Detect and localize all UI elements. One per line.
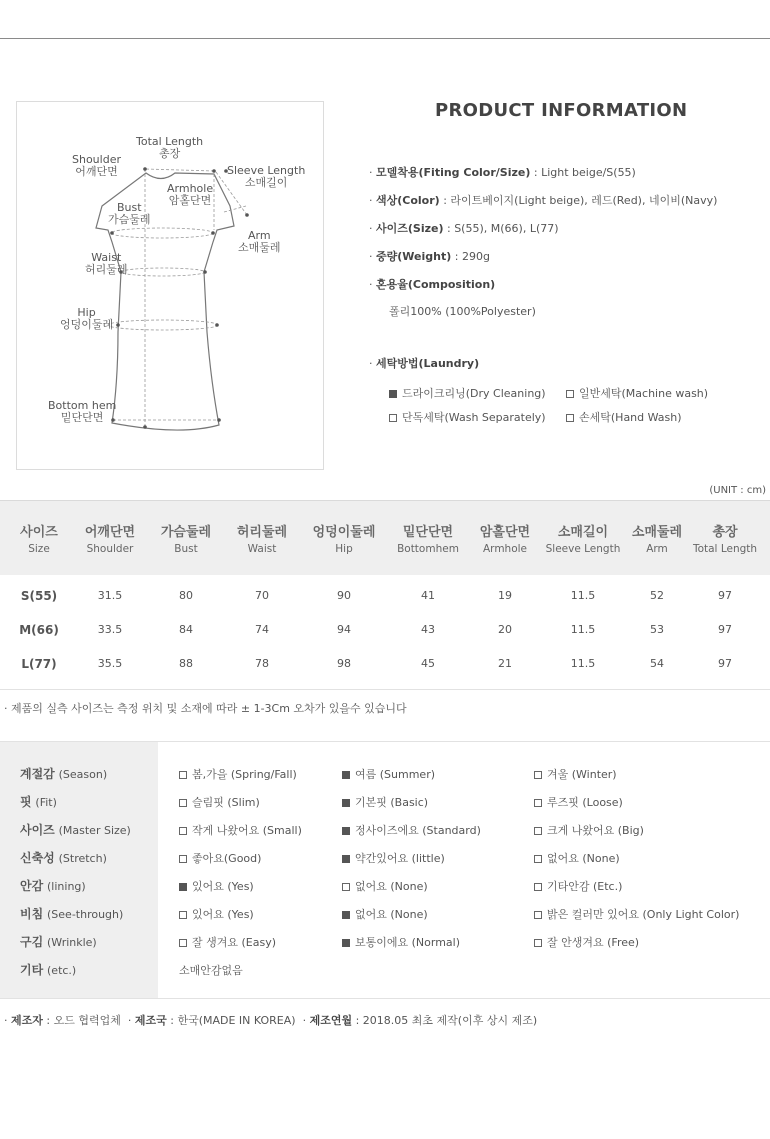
- size-header-en: Hip: [335, 543, 353, 555]
- season-row-label-en: (Master Size): [58, 824, 131, 837]
- season-row-label-en: (Fit): [35, 796, 57, 809]
- checked-box-icon: [342, 827, 350, 835]
- season-option: [342, 850, 445, 866]
- unchecked-box-icon: [342, 883, 350, 891]
- size-cell: 21: [498, 657, 512, 670]
- size-cell: 54: [650, 657, 664, 670]
- season-option-label: 밝은 컬러만 있어요 (Only Light Color): [547, 908, 740, 921]
- unchecked-box-icon: [389, 414, 397, 422]
- size-cell: 78: [255, 657, 269, 670]
- label-shoulder: Shoulder 어깨단면: [72, 153, 121, 178]
- season-row-label-ko: 기타: [20, 963, 44, 977]
- season-option-label: 없어요 (None): [547, 852, 620, 865]
- size-cell: 70: [255, 589, 269, 602]
- season-option: [534, 850, 620, 866]
- size-header-en: Bottomhem: [397, 543, 459, 555]
- size-header-ko: 소매둘레: [631, 525, 683, 540]
- season-option: [342, 934, 460, 950]
- season-row-label: [20, 821, 131, 838]
- size-cell: 11.5: [570, 623, 596, 636]
- size-cell: 53: [650, 623, 664, 636]
- size-header-en: Sleeve Length: [545, 543, 621, 555]
- size-cell: 98: [337, 657, 351, 670]
- laundry-label: · 세탁방법(Laundry): [369, 357, 480, 370]
- season-option-label: 크게 나왔어요 (Big): [547, 824, 644, 837]
- size-cell: 84: [179, 623, 193, 636]
- season-option-label: 루즈핏 (Loose): [547, 796, 623, 809]
- size-cell: 31.5: [97, 589, 123, 602]
- checked-box-icon: [179, 883, 187, 891]
- checked-box-icon: [342, 939, 350, 947]
- size-row-label: L(77): [21, 657, 57, 671]
- season-option-label: 기타안감 (Etc.): [547, 880, 623, 893]
- checked-box-icon: [389, 390, 397, 398]
- size-header-ko: 총장: [712, 525, 738, 540]
- size-header-en: Bust: [174, 543, 198, 555]
- size-header-ko: 암홀단면: [479, 525, 531, 540]
- size-table-bottom-border: [0, 689, 770, 690]
- season-option: [342, 766, 435, 782]
- unchecked-box-icon: [179, 771, 187, 779]
- season-option: [534, 906, 739, 922]
- season-row-label: [20, 849, 107, 866]
- season-row-label: [20, 905, 123, 922]
- checked-box-icon: [342, 799, 350, 807]
- checked-box-icon: [342, 855, 350, 863]
- size-cell: 97: [718, 623, 732, 636]
- unchecked-box-icon: [534, 911, 542, 919]
- season-option-label: 있어요 (Yes): [192, 880, 254, 893]
- season-option-label: 정사이즈에요 (Standard): [355, 824, 481, 837]
- season-option: [179, 934, 276, 950]
- info-row-weight: · 중량(Weight) : 290g: [369, 250, 490, 263]
- season-option-label: 보통이에요 (Normal): [355, 936, 461, 949]
- season-option-label: 좋아요(Good): [192, 852, 262, 865]
- size-cell: 97: [718, 589, 732, 602]
- label-total-length: Total Length 총장: [136, 135, 204, 160]
- laundry-machine-wash: 일반세탁(Machine wash): [566, 385, 708, 401]
- season-option-label: 없어요 (None): [355, 880, 428, 893]
- season-row-label-ko: 구김: [20, 935, 44, 949]
- size-cell: 88: [179, 657, 193, 670]
- season-option-label: 없어요 (None): [355, 908, 428, 921]
- season-row-label: [20, 877, 86, 894]
- size-header-ko: 어깨단면: [84, 525, 136, 540]
- label-bottom-hem: Bottom hem 밑단단면: [48, 399, 117, 424]
- composition-value: 폴리100% (100%Polyester): [389, 305, 536, 318]
- season-option-label: 겨울 (Winter): [547, 768, 617, 781]
- waist-line: [121, 268, 205, 276]
- measurement-diagram: [16, 101, 324, 470]
- unchecked-box-icon: [179, 827, 187, 835]
- season-option: [534, 878, 622, 894]
- laundry-wash-separately: 단독세탁(Wash Separately): [389, 409, 546, 425]
- season-option-label: 잘 안생겨요 (Free): [547, 936, 640, 949]
- unchecked-box-icon: [534, 771, 542, 779]
- size-header-en: Shoulder: [86, 543, 134, 555]
- season-option: [342, 794, 428, 810]
- label-armhole: Armhole 암홀단면: [167, 182, 214, 207]
- season-option: [179, 878, 254, 894]
- season-option-label: 잘 생겨요 (Easy): [192, 936, 277, 949]
- size-header-ko: 허리둘레: [236, 525, 288, 540]
- season-option: [534, 822, 644, 838]
- size-header-ko: 밑단단면: [402, 525, 454, 540]
- label-arm: Arm 소매둘레: [238, 229, 281, 254]
- size-cell: 41: [421, 589, 435, 602]
- unit-label: (UNIT : cm): [709, 485, 766, 496]
- unchecked-box-icon: [179, 799, 187, 807]
- season-row-label: [20, 765, 107, 782]
- size-header-ko: 가슴둘레: [160, 525, 212, 540]
- size-cell: 11.5: [570, 589, 596, 602]
- season-row-label: [20, 793, 57, 810]
- size-cell: 43: [421, 623, 435, 636]
- season-row-label-ko: 안감: [20, 879, 44, 893]
- size-cell: 35.5: [97, 657, 123, 670]
- size-header-en: Armhole: [483, 543, 527, 555]
- season-row-label: [20, 933, 97, 950]
- unchecked-box-icon: [179, 855, 187, 863]
- size-cell: 90: [337, 589, 351, 602]
- season-option: [534, 766, 617, 782]
- unchecked-box-icon: [534, 939, 542, 947]
- season-option: [179, 822, 302, 838]
- unchecked-box-icon: [179, 939, 187, 947]
- season-option: [342, 906, 428, 922]
- size-cell: 80: [179, 589, 193, 602]
- season-row-label-ko: 계절감: [20, 767, 55, 781]
- size-header-ko: 소매길이: [557, 525, 609, 540]
- label-sleeve-length: Sleeve Length 소매길이: [227, 164, 306, 189]
- season-option: [179, 766, 297, 782]
- info-row-composition: · 혼용율(Composition): [369, 278, 496, 291]
- season-option: [179, 850, 261, 866]
- info-row-fitting: · 모델착용(Fiting Color/Size) : Light beige/S(55): [369, 166, 636, 179]
- season-option: [342, 822, 481, 838]
- season-row-label-ko: 비침: [20, 907, 44, 921]
- info-row-size: · 사이즈(Size) : S(55), M(66), L(77): [369, 222, 559, 235]
- product-info-title: PRODUCT INFORMATION: [435, 100, 688, 121]
- bust-line: [111, 228, 213, 238]
- size-cell: 45: [421, 657, 435, 670]
- manufacturer-info: · 제조자 : 오드 협력업체 · 제조국 : 한국(MADE IN KOREA) · 제조연월 : 2018.05 최초 제작(이후 상시 제조): [4, 1014, 538, 1027]
- season-row-label-en: (See-through): [47, 908, 124, 921]
- season-table-bottom-border: [0, 998, 770, 999]
- season-option: [179, 794, 260, 810]
- size-cell: 19: [498, 589, 512, 602]
- season-row-label-ko: 사이즈: [20, 823, 55, 837]
- size-cell: 97: [718, 657, 732, 670]
- size-cell: 52: [650, 589, 664, 602]
- unchecked-box-icon: [566, 390, 574, 398]
- checked-box-icon: [342, 771, 350, 779]
- size-header-ko: 사이즈: [20, 525, 58, 540]
- size-cell: 94: [337, 623, 351, 636]
- size-cell: 33.5: [97, 623, 123, 636]
- hip-line: [108, 320, 218, 330]
- season-option: [534, 794, 623, 810]
- unchecked-box-icon: [534, 883, 542, 891]
- unchecked-box-icon: [179, 911, 187, 919]
- size-cell: 20: [498, 623, 512, 636]
- size-header-en: Size: [28, 543, 50, 555]
- season-option: [179, 906, 254, 922]
- season-row-label-ko: 신축성: [20, 851, 55, 865]
- size-note: · 제품의 실측 사이즈는 측정 위치 및 소재에 따라 ± 1-3Cm 오차가 있을수 있습니다: [4, 702, 407, 715]
- season-option-label: 봄,가을 (Spring/Fall): [192, 768, 297, 781]
- laundry-dry-cleaning: 드라이크리닝(Dry Cleaning): [389, 385, 546, 401]
- season-option-label: 슬림핏 (Slim): [192, 796, 260, 809]
- season-option-label: 여름 (Summer): [355, 768, 436, 781]
- unchecked-box-icon: [534, 855, 542, 863]
- laundry-hand-wash: 손세탁(Hand Wash): [566, 409, 682, 425]
- shoulder-line: [146, 169, 214, 171]
- unchecked-box-icon: [534, 827, 542, 835]
- checked-box-icon: [342, 911, 350, 919]
- unchecked-box-icon: [534, 799, 542, 807]
- label-hip: Hip 엉덩이둘레: [60, 306, 114, 331]
- season-row-label: [20, 961, 76, 978]
- info-row-color: · 색상(Color) : 라이트베이지(Light beige), 레드(Red), 네이비(Navy): [369, 194, 718, 207]
- season-row-label-en: (Stretch): [58, 852, 107, 865]
- size-cell: 74: [255, 623, 269, 636]
- season-option: [342, 878, 428, 894]
- season-row-label-en: (lining): [47, 880, 86, 893]
- size-header-ko: 엉덩이둘레: [312, 525, 376, 540]
- season-option-label: 있어요 (Yes): [192, 908, 254, 921]
- unchecked-box-icon: [566, 414, 574, 422]
- top-divider: [0, 38, 770, 39]
- season-row-label-ko: 핏: [20, 795, 32, 809]
- size-header-en: Total Length: [692, 543, 758, 555]
- season-option-label: 작게 나왔어요 (Small): [192, 824, 302, 837]
- season-option-label: 약간있어요 (little): [355, 852, 445, 865]
- size-header-en: Waist: [247, 543, 277, 555]
- season-row-label-en: (etc.): [47, 964, 77, 977]
- season-row-label-en: (Season): [58, 768, 108, 781]
- season-row-label-en: (Wrinkle): [47, 936, 97, 949]
- season-etc-text: 소매안감없음: [179, 964, 243, 977]
- label-bust: Bust 가슴둘레: [108, 201, 151, 226]
- size-row-label: M(66): [19, 623, 59, 637]
- size-cell: 11.5: [570, 657, 596, 670]
- season-option-label: 기본핏 (Basic): [355, 796, 429, 809]
- label-waist: Waist 허리둘레: [85, 251, 128, 276]
- size-header-en: Arm: [646, 543, 668, 555]
- size-row-label: S(55): [20, 589, 58, 603]
- season-option: [534, 934, 639, 950]
